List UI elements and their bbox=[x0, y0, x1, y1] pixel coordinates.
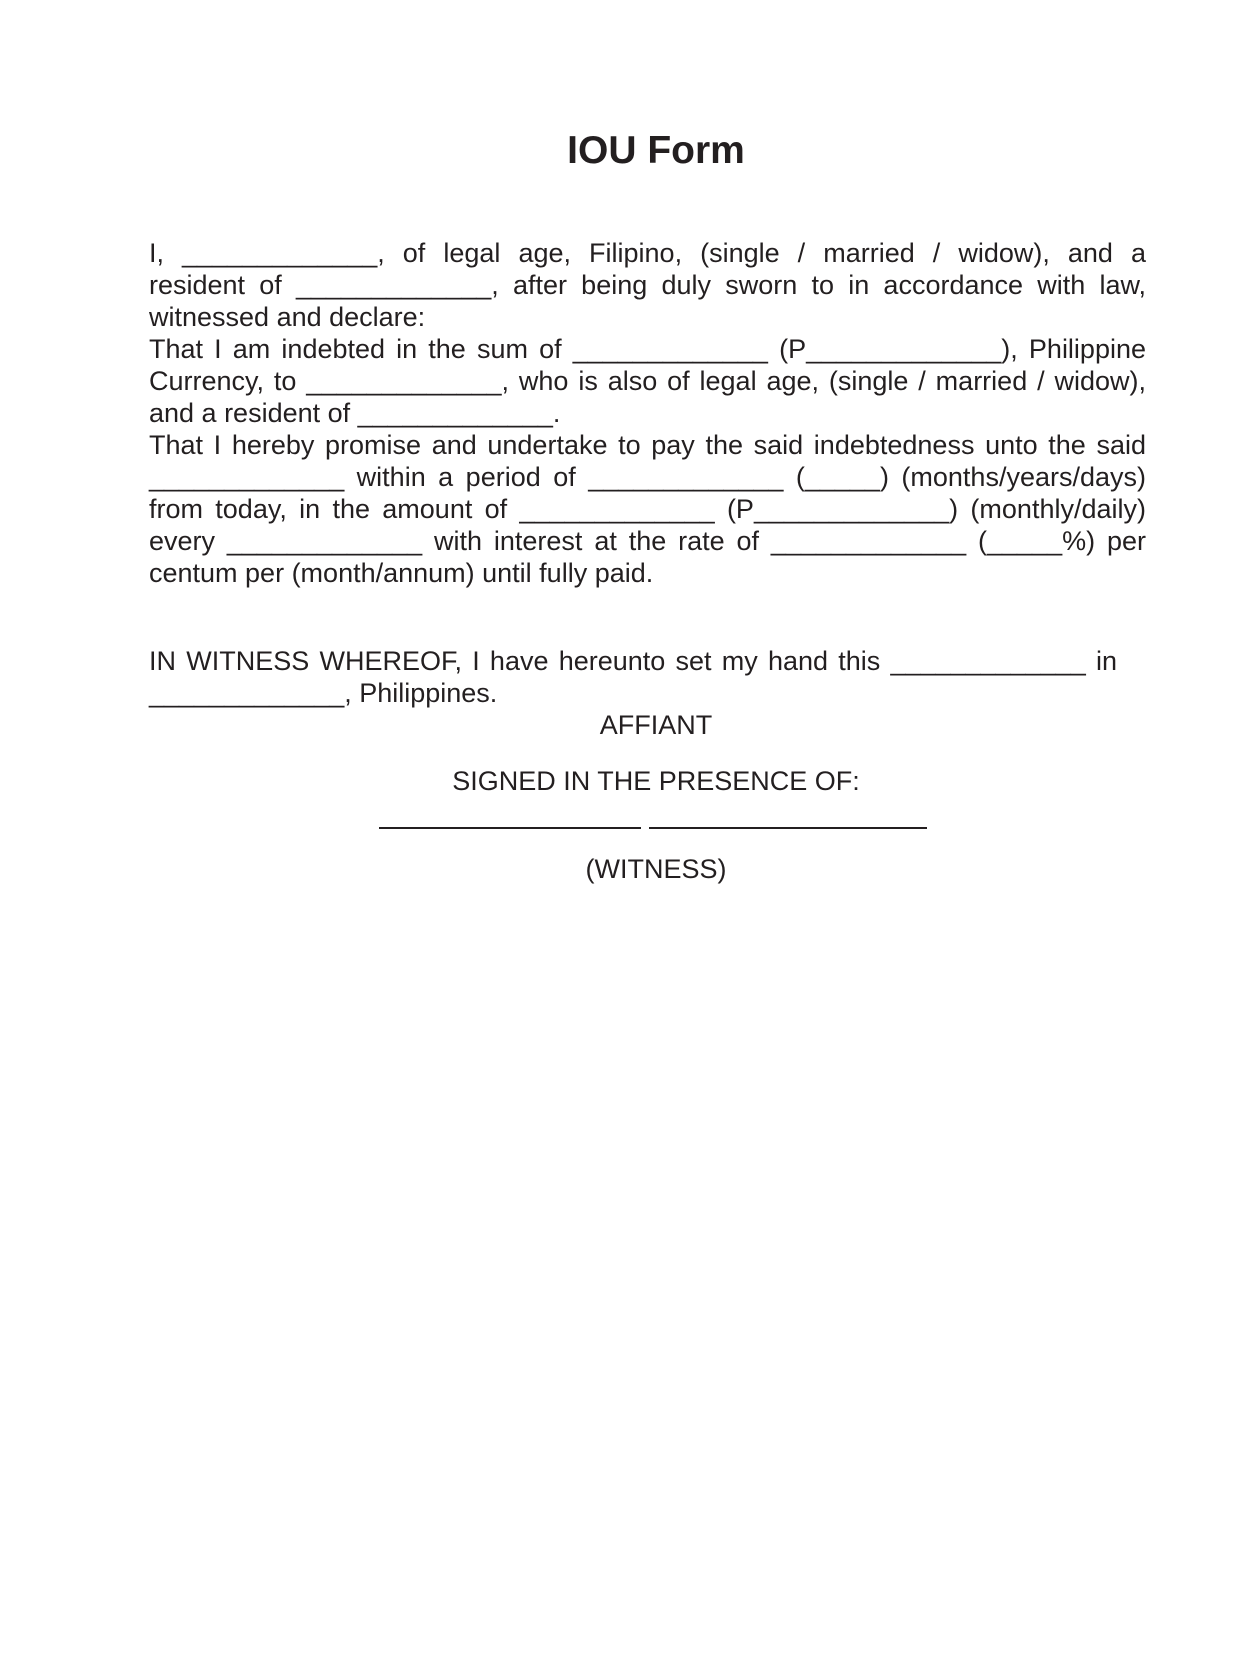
witness-signature-line-1 bbox=[379, 827, 641, 829]
signed-presence-label: SIGNED IN THE PRESENCE OF: bbox=[452, 766, 860, 796]
page-title: IOU Form bbox=[567, 129, 745, 172]
body-line-3: witnessed and declare: bbox=[149, 302, 426, 332]
body-line-9: from today, in the amount of _____________ (P_____________) (monthly/daily) bbox=[149, 494, 1146, 524]
witness-signature-line-2 bbox=[649, 827, 927, 829]
body-line-7: That I hereby promise and undertake to pay the said indebtedness unto the said bbox=[149, 430, 1146, 460]
witness-line-1: IN WITNESS WHEREOF, I have hereunto set my hand this _____________ in bbox=[149, 646, 1117, 676]
body-line-1: I, _____________, of legal age, Filipino, (single / married / widow), and a bbox=[149, 238, 1146, 268]
body-line-11: centum per (month/annum) until fully paid. bbox=[149, 558, 654, 588]
body-line-2: resident of _____________, after being duly sworn to in accordance with law, bbox=[149, 270, 1146, 300]
witness-line-2: _____________, Philippines. bbox=[149, 678, 498, 708]
body-line-5: Currency, to _____________, who is also of legal age, (single / married / widow), bbox=[149, 366, 1146, 396]
body-line-8: _____________ within a period of _____________ (_____) (months/years/days) bbox=[149, 462, 1146, 492]
affiant-label: AFFIANT bbox=[599, 710, 713, 740]
witness-label: (WITNESS) bbox=[585, 854, 727, 884]
body-line-10: every _____________ with interest at the rate of _____________ (_____%) per bbox=[149, 526, 1146, 556]
body-line-6: and a resident of _____________. bbox=[149, 398, 561, 428]
body-line-4: That I am indebted in the sum of _____________ (P_____________), Philippine bbox=[149, 334, 1146, 364]
